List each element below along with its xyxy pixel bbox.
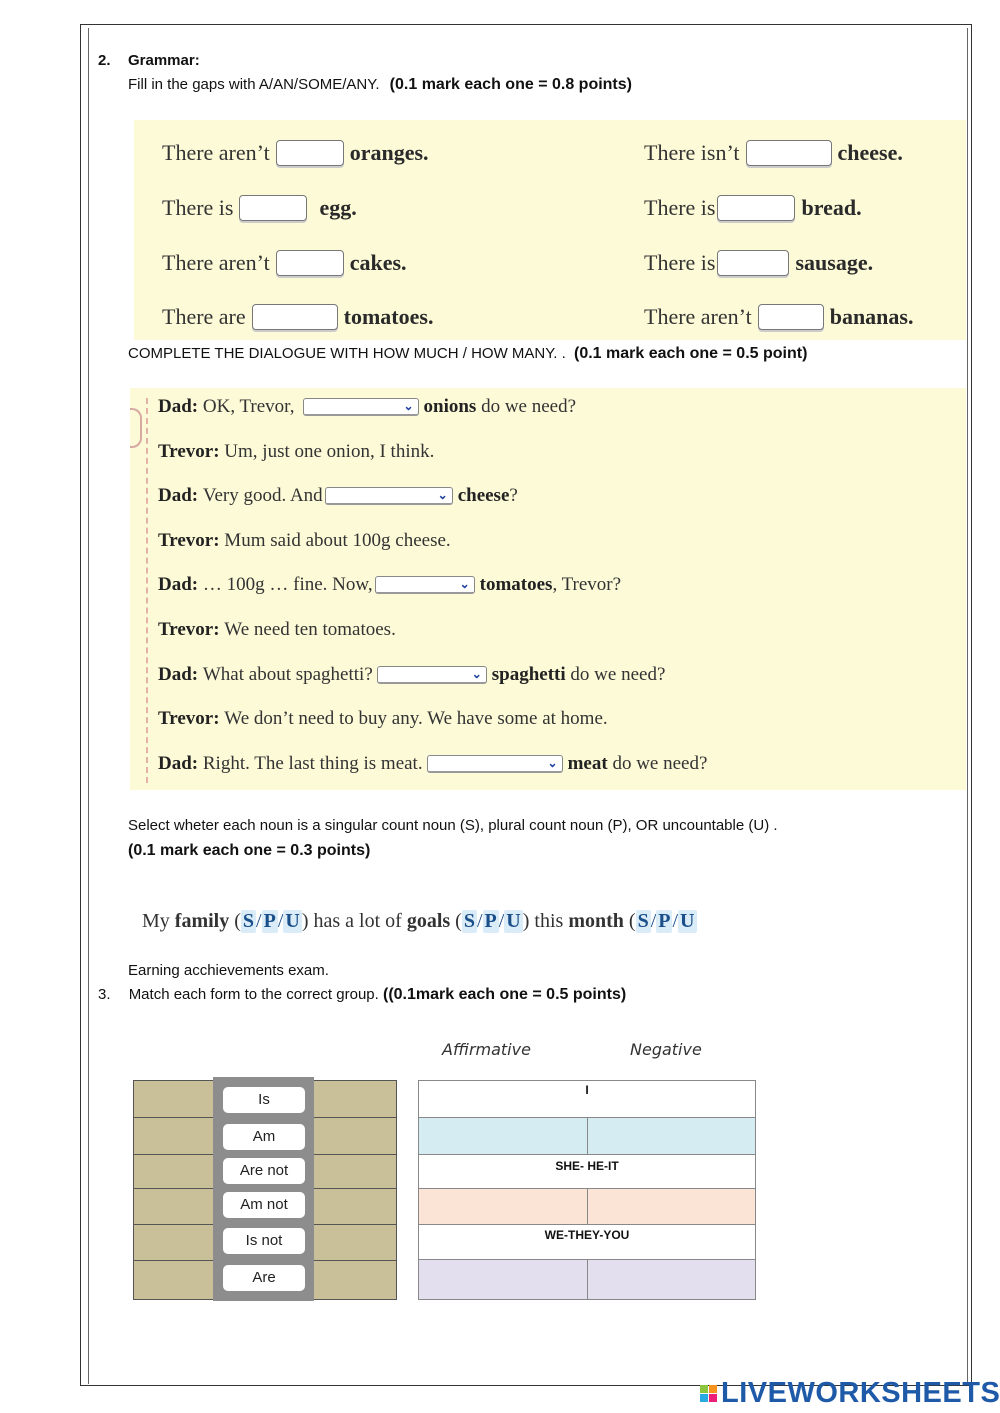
drag-chip[interactable]: Are bbox=[223, 1265, 305, 1291]
section-2-marks: (0.1 mark each one = 0.8 points) bbox=[389, 76, 632, 93]
option-p[interactable]: P bbox=[484, 910, 497, 932]
option-s[interactable]: S bbox=[463, 910, 475, 932]
line-text: What about spaghetti? bbox=[202, 664, 373, 685]
speaker: Dad: bbox=[158, 396, 199, 417]
drop-row-i[interactable] bbox=[419, 1117, 755, 1154]
section-2-number: 2. bbox=[98, 52, 111, 69]
affirmative-heading: Affirmative bbox=[442, 1040, 531, 1059]
line-text: OK, Trevor, bbox=[202, 396, 295, 417]
cell-divider bbox=[587, 1260, 588, 1299]
earning-text: Earning acchievements exam. bbox=[128, 962, 329, 979]
noun-sentence bbox=[142, 910, 697, 933]
option-u[interactable]: U bbox=[506, 910, 521, 932]
gap-input[interactable] bbox=[276, 140, 344, 166]
nouns-marks: (0.1 mark each one = 0.3 points) bbox=[128, 842, 371, 859]
gapfill-text: There aren’t bbox=[644, 304, 752, 329]
brand-name: LIVEWORKSHEETS bbox=[721, 1377, 1000, 1409]
line-text: We need ten tomatoes. bbox=[224, 619, 396, 640]
decorative-curl bbox=[130, 408, 142, 448]
line-noun: spaghetti bbox=[491, 664, 566, 685]
chevron-down-icon: ⌄ bbox=[471, 667, 482, 681]
gapfill-noun: cheese. bbox=[837, 140, 903, 165]
chevron-down-icon: ⌄ bbox=[459, 577, 470, 591]
dialogue-line bbox=[158, 485, 518, 507]
speaker: Trevor: bbox=[158, 619, 220, 640]
gap-input[interactable] bbox=[717, 195, 795, 221]
how-much-many-select[interactable] bbox=[303, 398, 419, 416]
option-s[interactable]: S bbox=[242, 910, 255, 932]
dialogue-panel bbox=[130, 388, 966, 790]
dialogue-line bbox=[158, 574, 621, 596]
sentence-word: this bbox=[534, 910, 564, 932]
dialogue-line bbox=[158, 753, 707, 775]
gap-input[interactable] bbox=[746, 140, 832, 166]
noun-options-family: ( S / P / U ) bbox=[234, 910, 309, 932]
speaker: Trevor: bbox=[158, 530, 220, 551]
gapfill-noun: cakes. bbox=[349, 250, 407, 275]
speaker: Dad: bbox=[158, 753, 199, 774]
group-header-we-they-you: WE-THEY-YOU bbox=[419, 1224, 755, 1259]
line-after: do we need? bbox=[612, 753, 708, 774]
gap-input[interactable] bbox=[252, 304, 338, 330]
how-much-many-select[interactable] bbox=[427, 755, 563, 773]
gapfill-text: There is bbox=[644, 195, 716, 220]
gapfill-noun: bread. bbox=[801, 195, 862, 220]
line-noun: cheese bbox=[457, 485, 510, 506]
gapfill-row bbox=[644, 304, 913, 330]
liveworksheets-icon bbox=[700, 1385, 717, 1402]
gapfill-noun: oranges. bbox=[349, 140, 429, 165]
group-table bbox=[418, 1080, 756, 1300]
gap-input[interactable] bbox=[276, 250, 344, 276]
option-u[interactable]: U bbox=[680, 910, 695, 932]
dialogue-marks: (0.1 mark each one = 0.5 point) bbox=[573, 345, 808, 362]
gap-input[interactable] bbox=[758, 304, 824, 330]
gapfill-row bbox=[162, 140, 429, 166]
dialogue-instruction-line bbox=[128, 345, 807, 363]
how-much-many-select[interactable] bbox=[377, 666, 487, 684]
line-after: , Trevor? bbox=[552, 574, 622, 595]
decorative-dashed-line bbox=[146, 398, 148, 783]
line-text: Um, just one onion, I think. bbox=[224, 441, 435, 462]
sentence-word: has a lot of bbox=[313, 910, 402, 932]
drag-chip[interactable]: Are not bbox=[223, 1158, 305, 1184]
section-2-title: Grammar: bbox=[128, 52, 200, 69]
drag-chip[interactable]: Am bbox=[223, 1124, 305, 1150]
cell-divider bbox=[587, 1118, 588, 1154]
drag-chip[interactable]: Is bbox=[223, 1087, 305, 1113]
drop-row-she-he-it[interactable] bbox=[419, 1188, 755, 1224]
group-header-she-he-it: SHE- HE-IT bbox=[419, 1154, 755, 1188]
line-after: ? bbox=[509, 485, 518, 506]
option-u[interactable]: U bbox=[285, 910, 300, 932]
gapfill-row bbox=[644, 250, 873, 276]
gapfill-row bbox=[162, 304, 433, 330]
drag-chip[interactable]: Is not bbox=[223, 1228, 305, 1254]
dialogue-line bbox=[158, 619, 396, 641]
section-2-instruction-line bbox=[128, 76, 632, 94]
gapfill-text: There isn’t bbox=[644, 140, 740, 165]
option-p[interactable]: P bbox=[658, 910, 671, 932]
line-text: … 100g … fine. Now, bbox=[202, 574, 373, 595]
how-much-many-select[interactable] bbox=[375, 576, 475, 594]
noun-month: month bbox=[568, 910, 624, 932]
speaker: Trevor: bbox=[158, 708, 220, 729]
gapfill-text: There are bbox=[162, 304, 246, 329]
line-text: We don’t need to buy any. We have some at home. bbox=[224, 708, 608, 729]
speaker: Trevor: bbox=[158, 441, 220, 462]
chevron-down-icon: ⌄ bbox=[437, 488, 448, 502]
dialogue-instruction: COMPLETE THE DIALOGUE WITH HOW MUCH / HOW MANY. . bbox=[128, 345, 566, 362]
gapfill-row bbox=[162, 250, 407, 276]
line-noun: onions bbox=[423, 396, 477, 417]
line-noun: meat bbox=[567, 753, 608, 774]
noun-goals: goals bbox=[406, 910, 451, 932]
gap-input[interactable] bbox=[239, 195, 307, 221]
section-3-line bbox=[98, 986, 626, 1004]
line-text: Right. The last thing is meat. bbox=[202, 753, 423, 774]
gapfill-noun: egg. bbox=[319, 195, 357, 220]
section-3-marks: ((0.1mark each one = 0.5 points) bbox=[382, 986, 627, 1003]
noun-options-goals: ( S / P / U ) bbox=[455, 910, 530, 932]
section-2-instruction: Fill in the gaps with A/AN/SOME/ANY. bbox=[128, 76, 380, 93]
gapfill-panel bbox=[134, 120, 966, 340]
drop-row-we-they-you[interactable] bbox=[419, 1259, 755, 1299]
line-after: do we need? bbox=[570, 664, 666, 685]
dialogue-line bbox=[158, 530, 451, 552]
how-much-many-select[interactable] bbox=[325, 487, 453, 505]
speaker: Dad: bbox=[158, 485, 199, 506]
nouns-instruction: Select wheter each noun is a singular count noun (S), plural count noun (P), OR uncountable (U) . bbox=[128, 817, 778, 834]
noun-family: family bbox=[174, 910, 230, 932]
gapfill-noun: bananas. bbox=[829, 304, 914, 329]
dialogue-line bbox=[158, 441, 434, 463]
option-s[interactable]: S bbox=[637, 910, 649, 932]
chevron-down-icon: ⌄ bbox=[403, 399, 414, 413]
gapfill-text: There is bbox=[644, 250, 716, 275]
line-text: Very good. And bbox=[202, 485, 323, 506]
gapfill-noun: tomatoes. bbox=[343, 304, 434, 329]
gapfill-row bbox=[644, 195, 862, 221]
line-noun: tomatoes bbox=[479, 574, 553, 595]
gapfill-text: There is bbox=[162, 195, 234, 220]
dialogue-line bbox=[158, 664, 665, 686]
gap-input[interactable] bbox=[717, 250, 789, 276]
section-3-instruction: Match each form to the correct group. bbox=[128, 986, 379, 1003]
speaker: Dad: bbox=[158, 664, 199, 685]
gapfill-text: There aren’t bbox=[162, 140, 270, 165]
gapfill-row bbox=[162, 195, 357, 221]
line-after: do we need? bbox=[481, 396, 577, 417]
option-p[interactable]: P bbox=[263, 910, 276, 932]
chevron-down-icon: ⌄ bbox=[547, 756, 558, 770]
dialogue-line bbox=[158, 396, 576, 418]
gapfill-text: There aren’t bbox=[162, 250, 270, 275]
speaker: Dad: bbox=[158, 574, 199, 595]
dialogue-line bbox=[158, 708, 608, 730]
gapfill-row bbox=[644, 140, 903, 166]
cell-divider bbox=[587, 1189, 588, 1224]
drag-chip[interactable]: Am not bbox=[223, 1192, 305, 1218]
section-3-number: 3. bbox=[98, 986, 111, 1003]
brand-logo bbox=[700, 1377, 1000, 1410]
group-header-i: I bbox=[585, 1083, 589, 1097]
noun-options-month: ( S / P / U bbox=[628, 910, 695, 932]
negative-heading: Negative bbox=[630, 1040, 702, 1059]
gapfill-noun: sausage. bbox=[795, 250, 874, 275]
sentence-word: My bbox=[142, 910, 170, 932]
line-text: Mum said about 100g cheese. bbox=[224, 530, 451, 551]
